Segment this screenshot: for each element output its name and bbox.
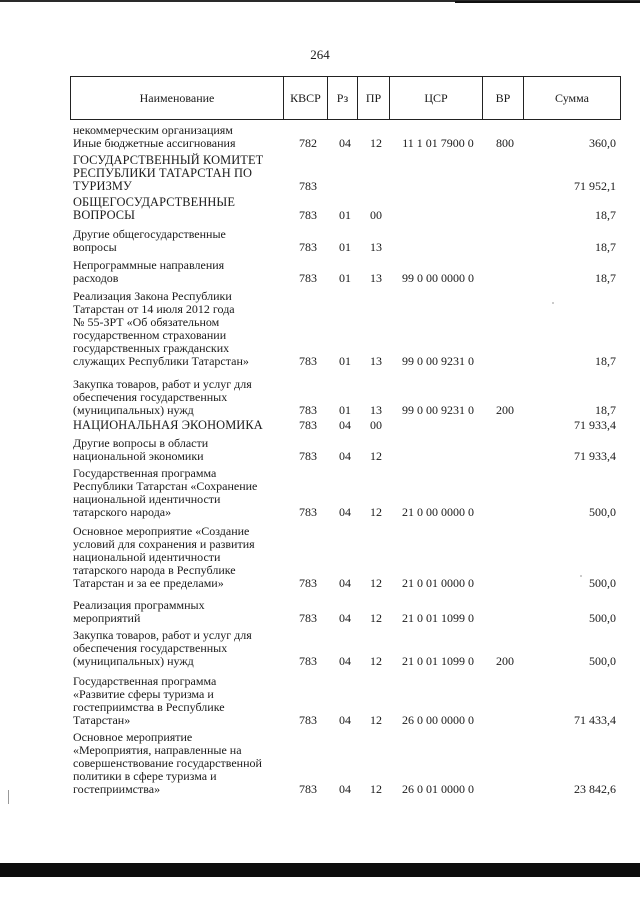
row-name-line: политики в сфере туризма и <box>73 769 217 783</box>
row-sum: 360,0 <box>589 136 616 150</box>
row-rz: 04 <box>339 713 351 727</box>
row-name <box>73 259 280 285</box>
row-pr: 00 <box>370 418 382 432</box>
row-name <box>73 196 280 222</box>
row-name-line: Основное мероприятие «Создание <box>73 524 250 538</box>
row-name-line: (муниципальных) нужд <box>73 403 194 417</box>
row-vr: 200 <box>496 403 514 417</box>
row-name-line: обеспечения государственных <box>73 390 228 404</box>
row-name-line: Государственная программа <box>73 674 217 688</box>
row-rz: 04 <box>339 611 351 625</box>
row-kvsr: 783 <box>299 179 317 193</box>
row-csr: 26 0 00 0000 0 <box>402 713 474 727</box>
row-sum: 71 933,4 <box>574 449 616 463</box>
row-pr: 12 <box>370 505 382 519</box>
row-name-line: Другие общегосударственные <box>73 227 226 241</box>
row-sum: 18,7 <box>595 354 616 368</box>
row-pr: 13 <box>370 240 382 254</box>
row-name-line: условий для сохранения и развития <box>73 537 255 551</box>
row-kvsr: 783 <box>299 713 317 727</box>
row-name-line: Закупка товаров, работ и услуг для <box>73 628 252 642</box>
row-kvsr: 783 <box>299 576 317 590</box>
row-pr: 13 <box>370 403 382 417</box>
row-name-line: национальной идентичности <box>73 492 221 506</box>
row-kvsr: 783 <box>299 505 317 519</box>
row-sum: 18,7 <box>595 403 616 417</box>
row-rz: 04 <box>339 505 351 519</box>
row-sum: 71 952,1 <box>574 179 616 193</box>
header-kvsr: КВСР <box>284 77 328 119</box>
row-rz: 01 <box>339 403 351 417</box>
row-pr: 12 <box>370 611 382 625</box>
row-sum: 18,7 <box>595 208 616 222</box>
row-name-line: «Мероприятия, направленные на <box>73 743 242 757</box>
row-csr: 11 1 01 7900 0 <box>402 136 474 150</box>
row-name-line: совершенствование государственной <box>73 756 262 770</box>
row-name-line: некоммерческим организациям <box>73 123 233 137</box>
row-name-line: «Развитие сферы туризма и <box>73 687 214 701</box>
row-csr: 21 0 01 0000 0 <box>402 576 474 590</box>
row-pr: 12 <box>370 136 382 150</box>
row-rz: 01 <box>339 271 351 285</box>
row-rz: 04 <box>339 654 351 668</box>
row-name-line: (муниципальных) нужд <box>73 654 194 668</box>
scan-mark <box>8 790 9 804</box>
row-name <box>73 137 280 150</box>
row-csr: 99 0 00 9231 0 <box>402 403 474 417</box>
row-name-line: РЕСПУБЛИКИ ТАТАРСТАН ПО <box>73 166 253 180</box>
row-pr: 00 <box>370 208 382 222</box>
top-border-accent <box>455 1 640 3</box>
row-pr: 12 <box>370 713 382 727</box>
row-name-line: Реализация Закона Республики <box>73 289 232 303</box>
row-csr: 21 0 01 1099 0 <box>402 611 474 625</box>
row-pr: 12 <box>370 654 382 668</box>
row-name-line: национальной идентичности <box>73 550 221 564</box>
row-kvsr: 783 <box>299 208 317 222</box>
row-name-line: ОБЩЕГОСУДАРСТВЕННЫЕ <box>73 195 235 209</box>
row-csr: 21 0 01 1099 0 <box>402 654 474 668</box>
table-header <box>70 76 621 120</box>
row-sum: 71 933,4 <box>574 418 616 432</box>
row-kvsr: 783 <box>299 654 317 668</box>
row-name-line: гостеприимства в Республике <box>73 700 225 714</box>
bottom-scan-border <box>0 863 640 877</box>
row-name-line: Республики Татарстан «Сохранение <box>73 479 258 493</box>
row-name-line: ГОСУДАРСТВЕННЫЙ КОМИТЕТ <box>73 153 264 167</box>
row-name-line: мероприятий <box>73 611 141 625</box>
row-name-line: Закупка товаров, работ и услуг для <box>73 377 252 391</box>
row-sum: 18,7 <box>595 240 616 254</box>
row-rz: 04 <box>339 576 351 590</box>
row-name-line: гостеприимства» <box>73 782 161 796</box>
row-pr: 12 <box>370 576 382 590</box>
row-name <box>73 467 280 519</box>
row-rz: 01 <box>339 354 351 368</box>
row-kvsr: 783 <box>299 782 317 796</box>
row-kvsr: 783 <box>299 418 317 432</box>
header-sum: Сумма <box>555 91 589 105</box>
row-rz: 04 <box>339 136 351 150</box>
row-sum: 23 842,6 <box>574 782 616 796</box>
row-name-line: Основное мероприятие <box>73 730 193 744</box>
row-name-line: служащих Республики Татарстан» <box>73 354 249 368</box>
row-kvsr: 783 <box>299 403 317 417</box>
row-name <box>73 290 280 368</box>
header-vr: ВР <box>483 77 524 119</box>
row-name-line: Другие вопросы в области <box>73 436 209 450</box>
row-csr: 21 0 00 0000 0 <box>402 505 474 519</box>
row-pr: 12 <box>370 782 382 796</box>
row-rz: 01 <box>339 240 351 254</box>
row-name-line: № 55-ЗРТ «Об обязательном <box>73 315 220 329</box>
row-name-line: расходов <box>73 271 119 285</box>
row-name-line: Реализация программных <box>73 598 205 612</box>
row-name-line: Татарстан и за ее пределами» <box>73 576 224 590</box>
row-rz: 04 <box>339 782 351 796</box>
row-name-line: национальной экономики <box>73 449 204 463</box>
row-name <box>73 731 280 796</box>
page-number: 264 <box>310 47 330 62</box>
row-sum: 500,0 <box>589 576 616 590</box>
row-name-line: Государственная программа <box>73 466 217 480</box>
row-rz: 01 <box>339 208 351 222</box>
row-pr: 13 <box>370 354 382 368</box>
row-sum: 71 433,4 <box>574 713 616 727</box>
scan-speck <box>580 575 582 577</box>
row-name-line: татарского народа в Республике <box>73 563 236 577</box>
header-name: Наименование <box>71 77 284 119</box>
row-csr: 26 0 01 0000 0 <box>402 782 474 796</box>
row-kvsr: 783 <box>299 449 317 463</box>
scan-speck <box>552 302 554 304</box>
row-name-line: Татарстан от 14 июля 2012 года <box>73 302 235 316</box>
row-kvsr: 783 <box>299 611 317 625</box>
row-name-line: вопросы <box>73 240 117 254</box>
row-rz: 04 <box>339 418 351 432</box>
row-kvsr: 783 <box>299 354 317 368</box>
row-name <box>73 378 280 417</box>
row-name <box>73 675 280 727</box>
row-rz: 04 <box>339 449 351 463</box>
row-csr: 99 0 00 0000 0 <box>402 271 474 285</box>
row-kvsr: 783 <box>299 240 317 254</box>
row-name <box>73 437 280 463</box>
row-pr: 13 <box>370 271 382 285</box>
row-name-line: государственном страховании <box>73 328 227 342</box>
row-name <box>73 228 280 254</box>
header-rz: Рз <box>328 77 358 119</box>
row-name <box>73 629 280 668</box>
header-csr: ЦСР <box>390 77 483 119</box>
row-vr: 800 <box>496 136 514 150</box>
row-kvsr: 783 <box>299 271 317 285</box>
row-name-line: Иные бюджетные ассигнования <box>73 136 236 150</box>
row-csr: 99 0 00 9231 0 <box>402 354 474 368</box>
row-name <box>73 599 280 625</box>
row-name <box>73 154 280 193</box>
row-name-line: НАЦИОНАЛЬНАЯ ЭКОНОМИКА <box>73 418 263 432</box>
row-name-line: ВОПРОСЫ <box>73 208 136 222</box>
row-name-line: Непрограммные направления <box>73 258 225 272</box>
row-name-line: государственных гражданских <box>73 341 230 355</box>
row-sum: 500,0 <box>589 654 616 668</box>
row-name-line: ТУРИЗМУ <box>73 179 132 193</box>
row-name-line: обеспечения государственных <box>73 641 228 655</box>
row-name <box>73 525 280 590</box>
row-kvsr: 782 <box>299 136 317 150</box>
row-sum: 500,0 <box>589 611 616 625</box>
header-pr: ПР <box>358 77 390 119</box>
row-name <box>73 419 280 432</box>
row-vr: 200 <box>496 654 514 668</box>
row-sum: 18,7 <box>595 271 616 285</box>
row-name-line: татарского народа» <box>73 505 172 519</box>
row-name-line: Татарстан» <box>73 713 131 727</box>
row-pr: 12 <box>370 449 382 463</box>
row-sum: 500,0 <box>589 505 616 519</box>
